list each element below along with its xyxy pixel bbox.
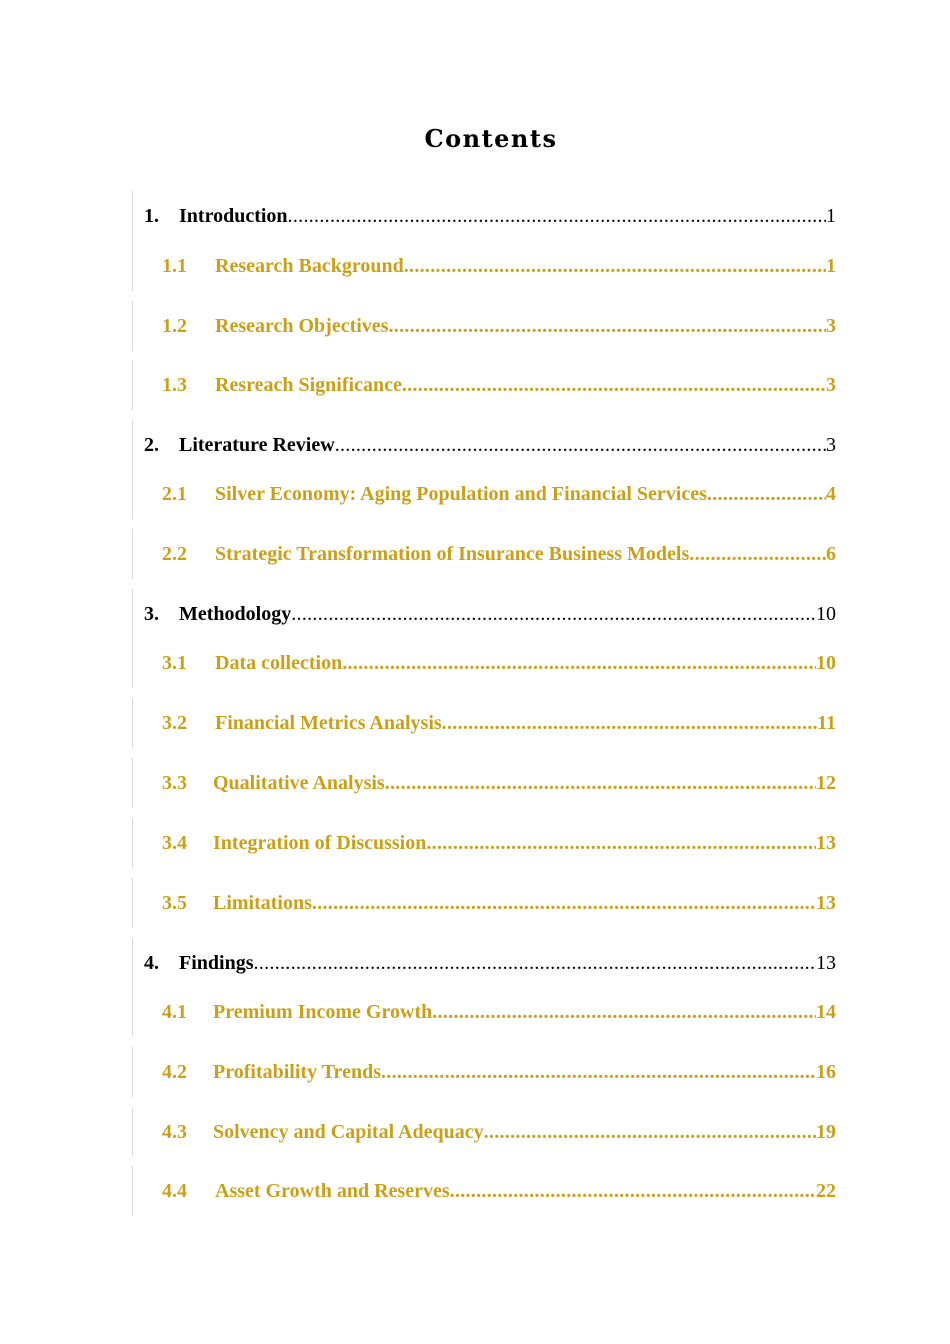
toc-leader-dots: [689, 543, 826, 566]
toc-entry-number: 3.3: [162, 771, 187, 794]
toc-entry-data-collection[interactable]: [132, 638, 836, 688]
toc-entry-page: 3: [826, 314, 836, 337]
toc-entry-number: 2.: [144, 433, 159, 456]
toc-leader-dots: [335, 434, 826, 457]
toc-leader-dots: [253, 952, 816, 975]
toc-leader-dots: [385, 772, 816, 795]
toc-entry-label: Financial Metrics Analysis: [215, 711, 442, 734]
toc-entry-research-background[interactable]: [132, 241, 836, 291]
toc-leader-dots: [288, 205, 826, 228]
toc-entry-profitability-trends[interactable]: [132, 1047, 836, 1097]
toc-entry-page: 10: [816, 602, 836, 625]
toc-leader-dots: [388, 315, 826, 338]
toc-entry-number: 4.: [144, 951, 159, 974]
toc-entry-number: 3.4: [162, 831, 187, 854]
toc-leader-dots: [291, 603, 816, 626]
toc-entry-number: 3.: [144, 602, 159, 625]
toc-entry-number: 4.1: [162, 1000, 187, 1023]
toc-entry-label: Limitations: [213, 891, 312, 914]
toc-entry-label: Solvency and Capital Adequacy: [213, 1120, 484, 1143]
toc-leader-dots: [404, 255, 826, 278]
toc-entry-label: Profitability Trends: [213, 1060, 381, 1083]
toc-entry-page: 10: [816, 651, 836, 674]
toc-entry-label: Resreach Significance: [215, 373, 402, 396]
toc-entry-page: 4: [826, 482, 836, 505]
toc-leader-dots: [342, 652, 816, 675]
toc-entry-label: Literature Review: [179, 433, 335, 456]
toc-entry-page: 13: [816, 951, 836, 974]
toc-entry-page: 16: [816, 1060, 836, 1083]
toc-entry-number: 1.3: [162, 373, 187, 396]
toc-entry-label: Asset Growth and Reserves: [215, 1179, 450, 1202]
toc-entry-label: Research Background: [215, 254, 404, 277]
toc-entry-limitations[interactable]: [132, 878, 836, 928]
toc-entry-number: 4.4: [162, 1179, 187, 1202]
toc-leader-dots: [442, 712, 817, 735]
toc-entry-number: 3.5: [162, 891, 187, 914]
toc-entry-page: 22: [816, 1179, 836, 1202]
toc-entry-page: 11: [817, 711, 836, 734]
toc-entry-qualitative-analysis[interactable]: [132, 758, 836, 808]
toc-leader-dots: [707, 483, 826, 506]
toc-entry-label: Research Objectives: [215, 314, 389, 337]
toc-entry-number: 1.: [144, 204, 159, 227]
toc-entry-premium-income-growth[interactable]: [132, 987, 836, 1037]
toc-entry-page: 1: [826, 204, 836, 227]
toc-entry-label: Premium Income Growth: [213, 1000, 433, 1023]
toc-entry-introduction[interactable]: [132, 191, 836, 241]
toc-entry-label: Methodology: [179, 602, 292, 625]
toc-entry-number: 3.1: [162, 651, 187, 674]
toc-entry-asset-growth-reserves[interactable]: [132, 1166, 836, 1216]
toc-entry-strategic-transformation[interactable]: [132, 529, 836, 579]
toc-entry-page: 13: [816, 831, 836, 854]
toc-entry-number: 3.2: [162, 711, 187, 734]
toc-entry-label: Integration of Discussion: [213, 831, 427, 854]
toc-leader-dots: [484, 1121, 816, 1144]
toc-leader-dots: [426, 832, 816, 855]
page-title: Contents: [424, 124, 558, 153]
toc-entry-label: Qualitative Analysis: [213, 771, 385, 794]
toc-entry-methodology[interactable]: [132, 589, 836, 639]
toc-entry-page: 12: [816, 771, 836, 794]
toc-entry-page: 6: [826, 542, 836, 565]
toc-entry-page: 14: [816, 1000, 836, 1023]
toc-entry-page: 13: [816, 891, 836, 914]
toc-entry-findings[interactable]: [132, 938, 836, 988]
toc-leader-dots: [432, 1001, 816, 1024]
toc-entry-number: 2.2: [162, 542, 187, 565]
toc-entry-label: Findings: [179, 951, 254, 974]
toc-entry-label: Introduction: [179, 204, 288, 227]
toc-entry-page: 19: [816, 1120, 836, 1143]
toc-entry-page: 3: [826, 433, 836, 456]
toc-entry-integration-of-discussion[interactable]: [132, 818, 836, 868]
toc-entry-number: 1.1: [162, 254, 187, 277]
toc-entry-silver-economy[interactable]: [132, 469, 836, 519]
toc-entry-research-significance[interactable]: [132, 360, 836, 410]
toc-entry-research-objectives[interactable]: [132, 301, 836, 351]
toc-leader-dots: [312, 892, 816, 915]
toc-entry-label: Data collection: [215, 651, 343, 674]
toc-entry-page: 3: [826, 373, 836, 396]
toc-leader-dots: [402, 374, 826, 397]
toc-entry-page: 1: [826, 254, 836, 277]
toc-entry-number: 1.2: [162, 314, 187, 337]
toc-entry-financial-metrics-analysis[interactable]: [132, 698, 836, 748]
toc-leader-dots: [450, 1180, 816, 1203]
toc-entry-number: 4.2: [162, 1060, 187, 1083]
toc-entry-label: Strategic Transformation of Insurance Business Models: [215, 542, 690, 565]
toc-entry-number: 2.1: [162, 482, 187, 505]
toc-entry-solvency-capital-adequacy[interactable]: [132, 1107, 836, 1157]
toc-entry-number: 4.3: [162, 1120, 187, 1143]
toc-entry-label: Silver Economy: Aging Population and Financial Services: [215, 482, 707, 505]
toc-entry-literature-review[interactable]: [132, 420, 836, 470]
toc-leader-dots: [381, 1061, 816, 1084]
